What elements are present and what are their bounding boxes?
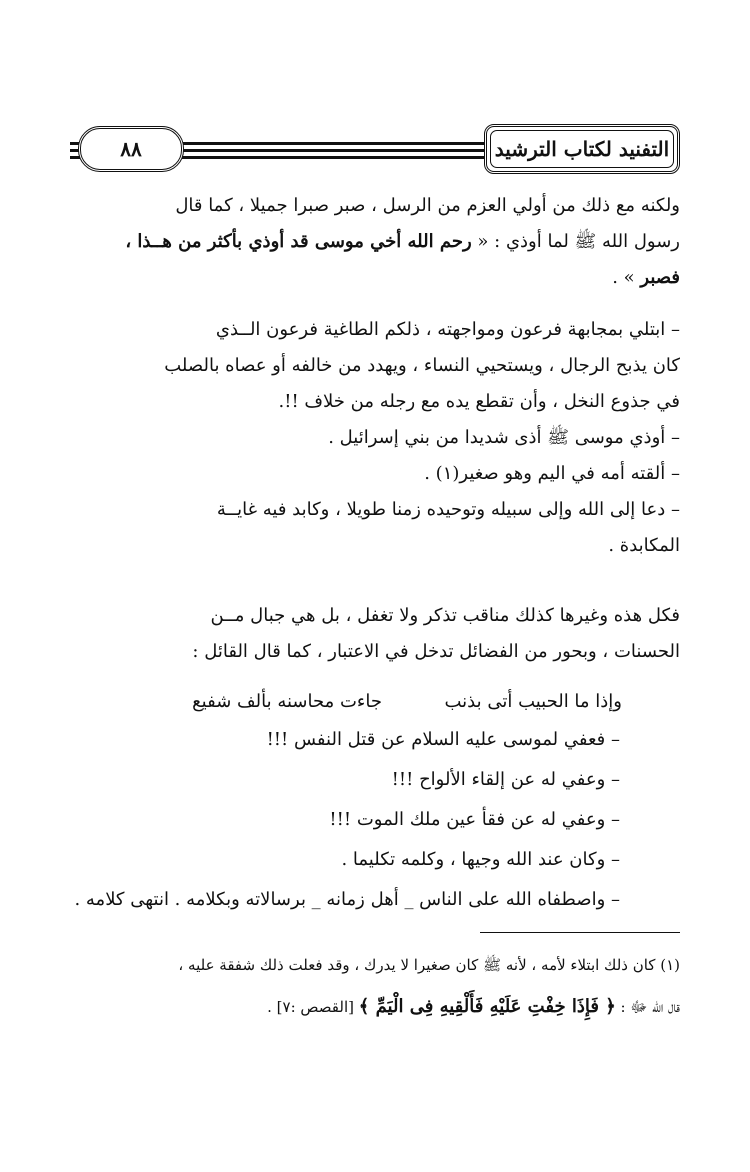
page-header	[70, 118, 680, 178]
list-item: – وكان عند الله وجيها ، وكلمه تكليما .	[341, 849, 620, 870]
list-item: – وعفي له عن فقأ عين ملك الموت !!!	[329, 809, 620, 830]
footnote	[70, 944, 680, 1028]
paragraph-2	[70, 312, 680, 564]
poem-hemistich-2: جاءت محاسنه بألف شفيع	[192, 691, 382, 712]
footnote-line: (١) كان ذلك ابتلاء لأمه ، لأنه ﷺ كان صغيرا لا يدرك ، وقد فعلت ذلك شفقة عليه ،	[178, 956, 680, 974]
book-title: التفنيد لكتاب الترشيد	[494, 137, 670, 161]
paragraph-1	[70, 188, 680, 296]
text-line: كان يذبح الرجال ، ويستحيي النساء ، ويهدد من خالفه أو عصاه بالصلب	[164, 355, 680, 376]
hadith-quote: فصبر	[640, 267, 680, 288]
text-line: – ألقته أمه في اليم وهو صغير(١) .	[424, 463, 680, 484]
quran-verse: ﴿ فَإِذَا خِفْتِ عَلَيْهِ فَأَلْقِيهِ فِى الْيَمِّ ﴾	[358, 996, 616, 1017]
poem-hemistich-1: وإذا ما الحبيب أتى بذنب	[444, 691, 622, 712]
hadith-quote: رحم الله أخي موسى قد أوذي بأكثر من هــذا ،	[125, 231, 472, 252]
list-item: – وعفي له عن إلقاء الألواح !!!	[391, 769, 620, 790]
header-rule	[178, 142, 490, 145]
text-line	[70, 224, 680, 260]
text-line: المكابدة .	[608, 535, 680, 556]
text-line: الحسنات ، وبحور من الفضائل تدخل في الاعتبار ، كما قال القائل :	[192, 641, 680, 662]
text-run: رسول الله ﷺ لما أوذي : «	[471, 231, 680, 252]
page-number-oval	[78, 126, 184, 172]
list-item: – فعفي لموسى عليه السلام عن قتل النفس !!!	[266, 729, 620, 750]
forgiveness-list	[60, 720, 620, 920]
text-line: في جذوع النخل ، وأن تقطع يده مع رجله من خلاف !!.	[278, 391, 680, 412]
text-run: قال الله ﷻ :	[615, 998, 680, 1016]
book-title-box	[484, 124, 680, 174]
header-rule	[178, 156, 490, 159]
text-line	[70, 260, 680, 296]
text-line: فكل هذه وغيرها كذلك مناقب تذكر ولا تغفل ، بل هي جبال مــن	[210, 605, 680, 626]
text-line: ولكنه مع ذلك من أولي العزم من الرسل ، صبر صبرا جميلا ، كما قال	[175, 195, 680, 216]
text-run: [القصص :٧] .	[267, 998, 359, 1016]
footnote-separator	[480, 932, 680, 933]
text-run: » .	[612, 267, 641, 288]
page-number: ٨٨	[120, 137, 142, 161]
text-line: – ابتلي بمجابهة فرعون ومواجهته ، ذلكم الطاغية فرعون الــذي	[215, 319, 680, 340]
header-rule	[178, 149, 490, 152]
paragraph-3	[70, 598, 680, 670]
text-line: – دعا إلى الله وإلى سبيله وتوحيده زمنا طويلا ، وكابد فيه غايــة	[216, 499, 680, 520]
poem-verse	[122, 684, 622, 720]
text-line: – أوذي موسى ﷺ أذى شديدا من بني إسرائيل .	[328, 427, 680, 448]
list-item: – واصطفاه الله على الناس _ أهل زمانه _ برسالاته وبكلامه . انتهى كلامه .	[74, 889, 620, 910]
footnote-line	[70, 986, 680, 1028]
